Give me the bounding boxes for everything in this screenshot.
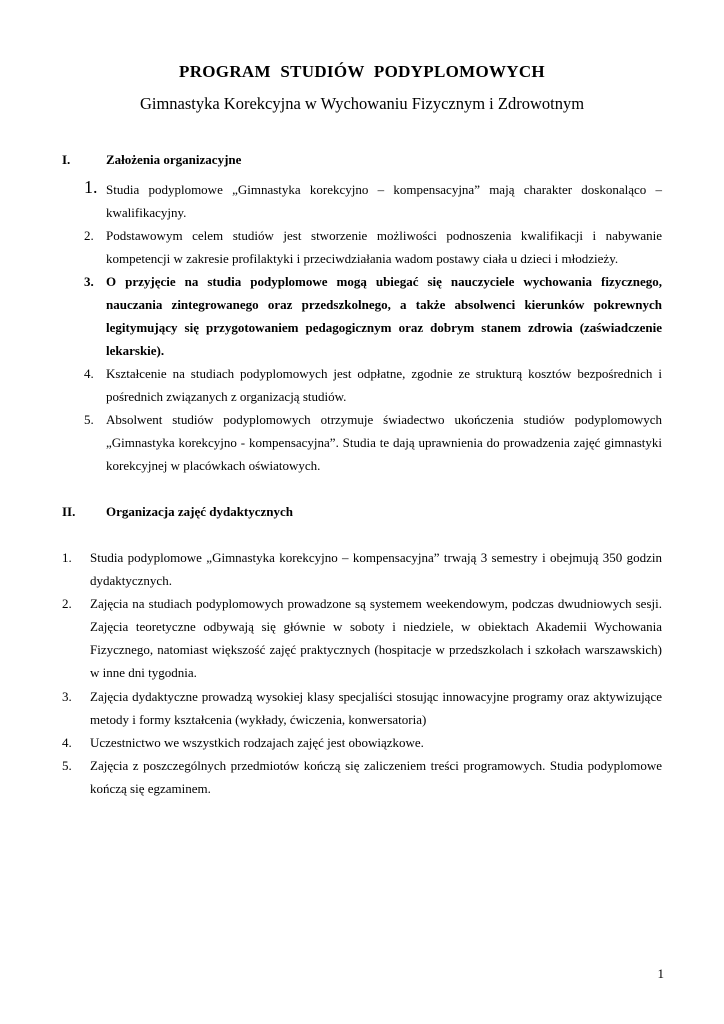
list-item-number: 1. [62, 550, 72, 565]
list-item-text: Zajęcia z poszczególnych przedmiotów kończą się zaliczeniem treści programowych. Studia podyplomowe kończą się egzaminem. [90, 758, 662, 796]
list-item-text: Absolwent studiów podyplomowych otrzymuje świadectwo ukończenia studiów podyplomowych „Gimnastyka korekcyjno - kompensacyjna”. Studia te dają uprawnienia do prowadzenia zajęć gimnastyki korekcyjnej w placówkach oświatowych. [106, 412, 662, 473]
list-item-text: Zajęcia dydaktyczne prowadzą wysokiej klasy specjaliści stosując innowacyjne programy oraz aktywizujące metody i formy kształcenia (wykłady, ćwiczenia, konwersatoria) [90, 689, 662, 727]
list-item-number: 5. [62, 758, 72, 773]
list-item-number: 2. [84, 228, 94, 243]
list-item-text: Zajęcia na studiach podyplomowych prowadzone są systemem weekendowym, podczas dwudniowych sesji. Zajęcia teoretyczne odbywają się głównie w soboty i niedziele, w obiektach Akademii Wychowania Fizycznego, natomiast większość zajęć praktycznych (hospitacje w przedszkolach i szkołach warszawskich) w inne dni tygodnia. [90, 596, 662, 680]
list-item-text: Studia podyplomowe „Gimnastyka korekcyjno – kompensacyjna” trwają 3 semestry i obejmują 350 godzin dydaktycznych. [90, 550, 662, 588]
section-1-heading: Założenia organizacyjne [106, 152, 242, 167]
list-item-number: 4. [62, 735, 72, 750]
list-item-number: 3. [84, 274, 94, 289]
list-item [84, 408, 662, 477]
document-subtitle: Gimnastyka Korekcyjna w Wychowaniu Fizycznym i Zdrowotnym [139, 94, 585, 113]
list-item [84, 177, 662, 224]
section-1-number: I. [62, 152, 71, 167]
page-number: 1 [657, 966, 664, 981]
list-item [62, 685, 662, 731]
list-item [62, 592, 662, 684]
section-2-heading: Organizacja zajęć dydaktycznych [106, 504, 294, 519]
section-2-number: II. [62, 504, 76, 519]
list-item-text: Studia podyplomowe „Gimnastyka korekcyjno – kompensacyjna” mają charakter doskonaląco – kwalifikacyjny. [106, 182, 662, 220]
list-item-number: 5. [84, 412, 94, 427]
list-item [62, 546, 662, 592]
list-item [62, 731, 662, 754]
list-item [84, 362, 662, 408]
list-item-number: 1. [84, 177, 98, 197]
list-item-number: 2. [62, 596, 72, 611]
list-item-number: 3. [62, 689, 72, 704]
list-item [62, 754, 662, 800]
list-item-text: Uczestnictwo we wszystkich rodzajach zajęć jest obowiązkowe. [90, 735, 424, 750]
list-item [84, 270, 662, 362]
list-item-number: 4. [84, 366, 94, 381]
list-item-text: Podstawowym celem studiów jest stworzenie możliwości podnoszenia kwalifikacji i nabywanie kompetencji w zakresie profilaktyki i przeciwdziałania wadom postawy ciała u dzieci i młodzieży. [106, 228, 662, 266]
list-item [84, 224, 662, 270]
list-item-text: Kształcenie na studiach podyplomowych jest odpłatne, zgodnie ze strukturą kosztów bezpośrednich i pośrednich związanych z organizacją studiów. [106, 366, 662, 404]
document-title: PROGRAM STUDIÓW PODYPLOMOWYCH [179, 62, 545, 81]
list-item-text: O przyjęcie na studia podyplomowe mogą ubiegać się nauczyciele wychowania fizycznego, nauczania zintegrowanego oraz przedszkolnego, a także absolwenci kierunków pokrewnych legitymujący się przygotowaniem pedagogicznym oraz dobrym stanem zdrowia (zaświadczenie lekarskie). [106, 274, 662, 358]
